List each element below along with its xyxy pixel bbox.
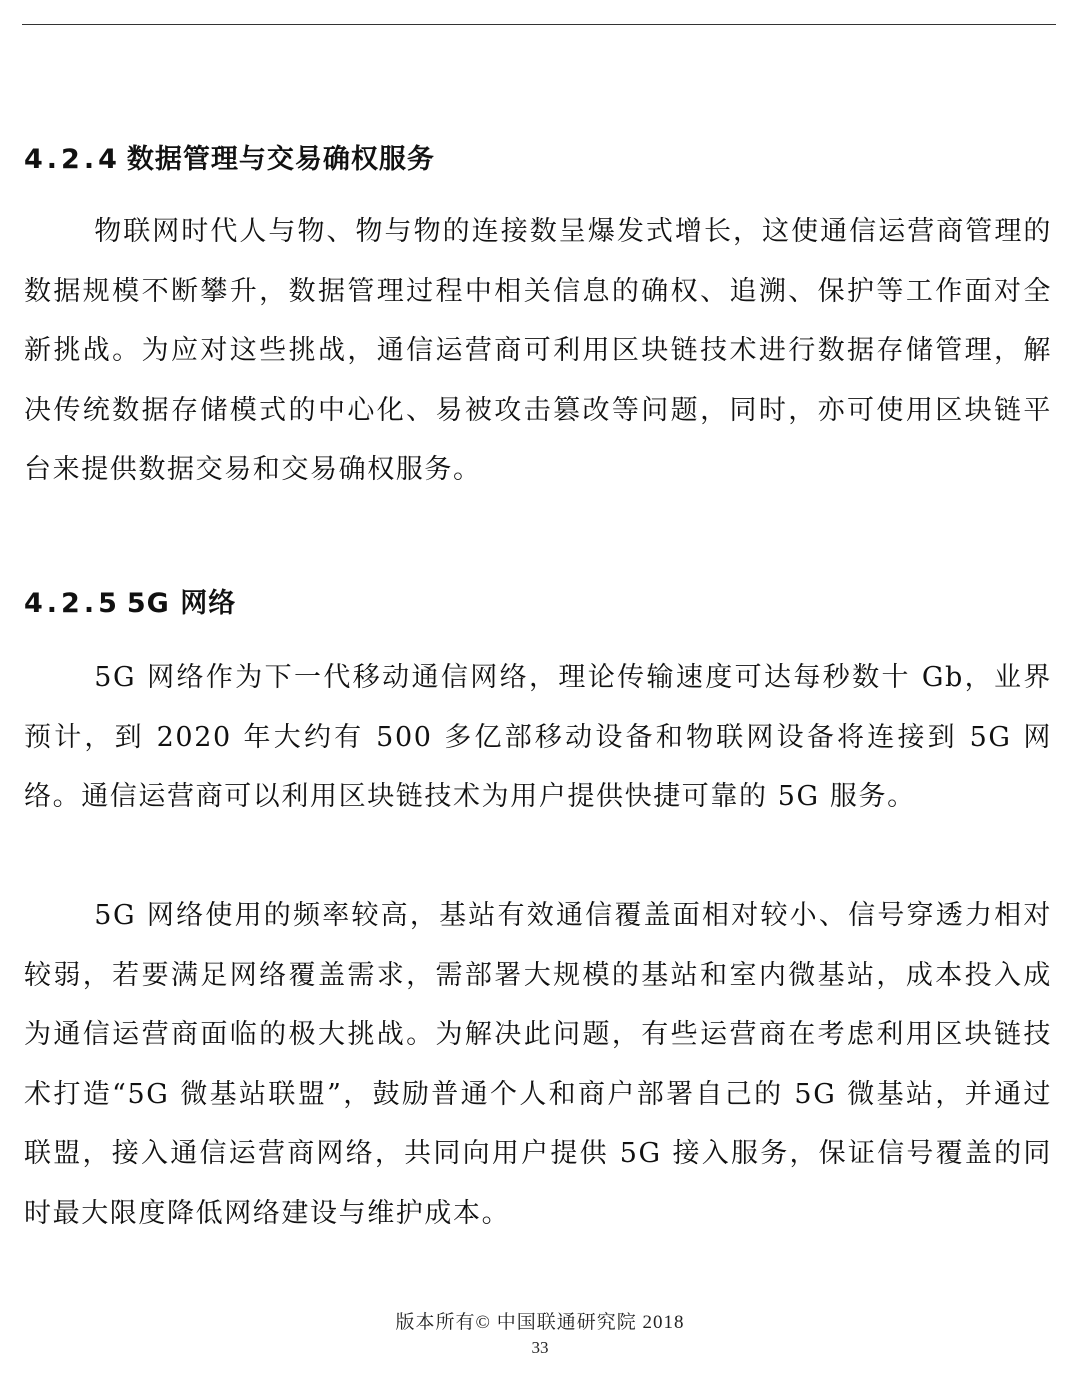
section-title: 数据管理与交易确权服务 [126,144,435,175]
section-heading-4-2-5 [24,590,236,617]
section-heading-4-2-4 [24,146,435,173]
paragraph-5g-base-stations: 5G 网络使用的频率较高，基站有效通信覆盖面相对较小、信号穿透力相对较弱，若要满足网络覆盖需求，需部署大规模的基站和室内微基站，成本投入成为通信运营商面临的极大挑战。为解决此问题，有些运营商在考虑利用区块链技术打造“5G 微基站联盟”，鼓励普通个人和商户部署自己的 5G 微基站，并通过联盟，接入通信运营商网络，共同向用户提供 5G 接入服务，保证信号覆盖的同时最大限度降低网络建设与维护成本。 [24,900,1052,1229]
section-number: 4.2.4 [24,144,121,175]
paragraph-data-management: 物联网时代人与物、物与物的连接数呈爆发式增长，这使通信运营商管理的数据规模不断攀升，数据管理过程中相关信息的确权、追溯、保护等工作面对全新挑战。为应对这些挑战，通信运营商可利用区块链技术进行数据存储管理，解决传统数据存储模式的中心化、易被攻击篡改等问题，同时，亦可使用区块链平台来提供数据交易和交易确权服务。 [24,216,1052,485]
section-number: 4.2.5 [24,588,121,619]
footer-copyright: 版本所有© 中国联通研究院 2018 [395,1312,685,1333]
paragraph-5g-intro: 5G 网络作为下一代移动通信网络，理论传输速度可达每秒数十 Gb，业界预计，到 2020 年大约有 500 多亿部移动设备和物联网设备将连接到 5G 网络。通信运营商可以利用区块链技术为用户提供快捷可靠的 5G 服务。 [24,662,1052,812]
header-rule [22,24,1056,25]
page-number: 33 [531,1338,549,1357]
section-title: 5G 网络 [126,588,237,619]
